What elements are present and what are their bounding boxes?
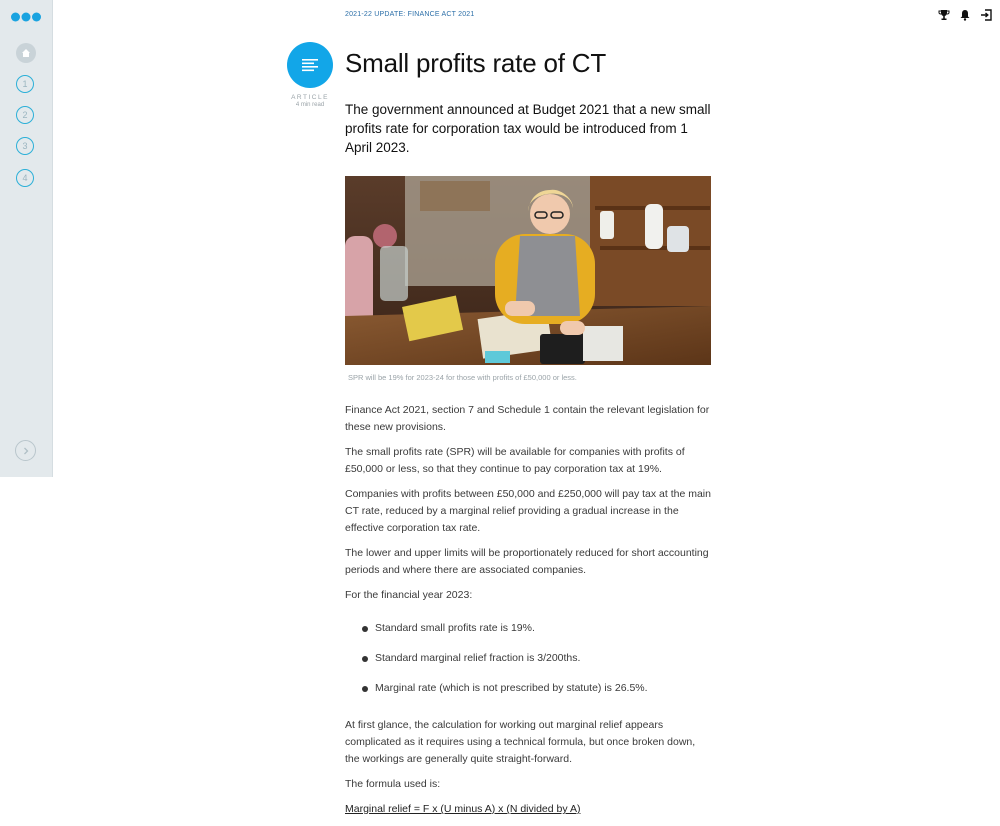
notifications-button[interactable] <box>959 8 971 20</box>
article-body <box>345 402 711 826</box>
bullet-list <box>345 620 711 697</box>
trophy-icon <box>938 9 950 21</box>
article-lines-icon <box>301 57 319 73</box>
paragraph: The formula used is: <box>345 778 441 790</box>
nav-step-4[interactable]: 4 <box>16 169 34 187</box>
paragraph: Companies with profits between £50,000 and £250,000 will pay tax at the main CT rate, reduced by a marginal relief providing a gradual increase in the effective corporation tax rate. <box>345 488 711 534</box>
logout-icon <box>980 9 992 21</box>
sidebar <box>0 0 53 477</box>
paragraph: At first glance, the calculation for working out marginal relief appears complicated as it requires using a technical formula, but once broken down, the workings are generally quite straight-forward. <box>345 719 696 765</box>
list-item: Standard marginal relief fraction is 3/200ths. <box>345 650 711 667</box>
article-type-label: ARTICLE <box>291 94 329 101</box>
next-button[interactable] <box>15 440 36 461</box>
top-toolbar <box>938 8 992 20</box>
formula-text: Marginal relief = F x (U minus A) x (N divided by A) <box>345 803 581 815</box>
home-icon <box>21 48 31 58</box>
article-type-badge <box>287 42 333 88</box>
nav-step-3[interactable]: 3 <box>16 137 34 155</box>
chevron-right-icon <box>22 447 30 455</box>
logout-button[interactable] <box>980 8 992 20</box>
list-item: Marginal rate (which is not prescribed by statute) is 26.5%. <box>345 680 711 697</box>
nav-step-2[interactable]: 2 <box>16 106 34 124</box>
article-lead: The government announced at Budget 2021 that a new small profits rate for corporation tax would be introduced from 1 April 2023. <box>345 102 711 155</box>
list-item: Standard small profits rate is 19%. <box>345 620 711 637</box>
page-title: Small profits rate of CT <box>345 48 607 78</box>
paragraph: Finance Act 2021, section 7 and Schedule 1 contain the relevant legislation for these new provisions. <box>345 404 710 433</box>
read-time: 4 min read <box>295 102 325 108</box>
nav-step-1[interactable]: 1 <box>16 75 34 93</box>
paragraph: The small profits rate (SPR) will be available for companies with profits of £50,000 or less, so that they continue to pay corporation tax at 19%. <box>345 446 685 475</box>
logo-icon[interactable] <box>11 12 41 22</box>
paragraph: For the financial year 2023: <box>345 589 473 601</box>
breadcrumb[interactable]: 2021-22 UPDATE: FINANCE ACT 2021 <box>345 11 475 18</box>
hero-illustration <box>345 176 711 365</box>
bell-icon <box>959 9 971 21</box>
hero-image <box>345 176 711 365</box>
image-caption: SPR will be 19% for 2023-24 for those with profits of £50,000 or less. <box>348 373 577 382</box>
paragraph: The lower and upper limits will be proportionately reduced for short accounting periods and where there are associated companies. <box>345 547 709 576</box>
trophy-button[interactable] <box>938 8 950 20</box>
home-button[interactable] <box>16 43 36 63</box>
